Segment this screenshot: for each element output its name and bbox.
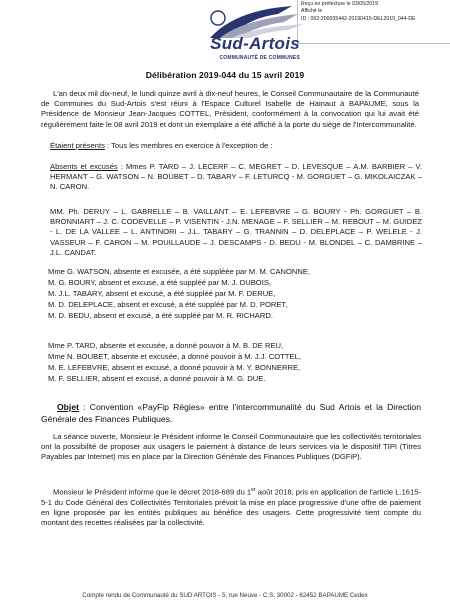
intro-paragraph: L'an deux mil dix-neuf, le lundi quinze avril à dix-neuf heures, le Conseil Communautaire de la Communauté de Communes du Sud-Artois s'est réuni à l'Espace Culturel Isabelle de Hainaut à BAPAUME, sous la Présidence de Monsieur Jean-Jacques COTTEL, Président, conformément à la convocation qui lui avait été régulièrement faite le 08 avril 2019 et dont un exemplaire a été affiché à la porte du siège de l'Intercommunalité. [41,89,419,129]
logo-name: Sud-Artois [210,34,300,53]
absent-text: : Mmes P. TARD – J. LECERF – C. MEGRET – D. LEVESQUE – A.M. BARBIER – V. HERMANT – G. WATSON – N. BOUBET – D. TABARY – F. LETURCQ - M. GORGUET – G. MIKOLAICZAK – N. CARON. [50,162,422,192]
para2-superscript: er [251,487,256,493]
stamp-received: Reçu en préfecture le 03/05/2019 [301,1,379,7]
presents-text: : Tous les membres en exercice à l'exception de : [104,141,273,150]
substitute-line: M. G. BOURY, absent et excusé, a été suppléé par M. J. DUBOIS, [48,278,271,287]
proxies-list [48,340,418,384]
page-footer: Compte rendu de Communauté du SUD ARTOIS - 5, rue Neuve - C.S. 30002 - 62452 BAPAUME Cedex [82,592,368,599]
subject-heading [41,402,421,426]
proxy-line: M. F. SELLIER, absent et excusé, a donné pouvoir à M. G. DUE. [48,374,266,383]
substitute-line: M. J.L. TABARY, absent et excusé, a été suppléé par M. F. DERUE, [48,289,276,298]
body-paragraph-1: La séance ouverte, Monsieur le Président informe le Conseil Communautaire que les collectivités territoriales ont la possibilité de proposer aux usagers le paiement à distance de leurs services via le dispositif TIPI (Titres Payables par Internet) mis en place par la Direction Générale des Finances Publiques (DGFiP). [41,432,421,462]
proxy-line: Mme P. TARD, absente et excusée, a donné pouvoir à M. B. DE REU, [48,341,284,350]
substitutes-list [48,266,418,321]
proxy-line: Mme N. BOUBET, absente et excusée, a donné pouvoir à M. J.J. COTTEL, [48,352,301,361]
deliberation-title: Délibération 2019-044 du 15 avril 2019 [145,70,305,80]
body-paragraph-2 [41,485,421,528]
members-paragraph: MM. Ph. DERUY – L. GABRELLE – B. VAILLANT – E. LEFEBVRE – G. BOURY - Ph. GORGUET – B. BRONNIART – J. C. CODEVELLE – P. VISENTIN - J.N. MENAGE – F. SELLIER – M. REBOUT – M. GUIDEZ - L. DE LA VALLEE – L. ANTINORI – J.L. TABARY – G. TRANNIN – D. DELEPLACE – P. WELELE - J. VASSEUR – F. CARON – M. POUILLAUDE – J. DESCAMPS - D. BEDU - M. BLONDEL – C. DAMBRINE – J.L. CANDAT. [50,207,422,257]
sud-artois-logo [180,4,310,66]
absent-label: Absents et excusés [50,162,118,171]
stamp-id: ID : 062-200035442-20190415-DEL2019_044-DE [301,15,416,22]
substitute-line: M. D. DELEPLACE, absent et excusé, a été suppléé par M. D. PORET, [48,300,288,309]
para2-start: Monsieur le Président informe que le décret 2018-689 du 1 [53,487,252,497]
presents-label: Étaient présents [50,141,105,150]
logo-subtitle: COMMUNAUTÉ DE COMMUNES [219,55,300,61]
subject-label: Objet [57,402,79,412]
para2-end: août 2018, pris en application de l'article L.1615-5-1 du Code Général des Collectivités Territoriales prévoit la mise en place progressive d'une offre de paiement en ligne proposée par les entités publiques au bénéfice des usagers. Cette progressivité tient compte du montant des recettes réalisées par la collectivité. [41,487,422,528]
subject-text: : Convention «PayFip Régies» entre l'intercommunalité du Sud Artois et la Direction Générale des Finances Publiques. [41,402,421,424]
absent-paragraph [50,162,422,193]
presents-line [50,141,420,151]
stamp-posted: Affiché le [301,8,323,15]
substitute-line: Mme G. WATSON, absente et excusée, a été suppléée par M. M. CANONNE, [48,267,311,276]
prefecture-stamp [297,0,450,44]
proxy-line: M. E. LEFEBVRE, absent et excusé, a donné pouvoir à M. Y. BONNERRE, [48,363,301,372]
substitute-line: M. D. BEDU, absent et excusé, a été suppléé par M. R. RICHARD. [48,311,273,320]
